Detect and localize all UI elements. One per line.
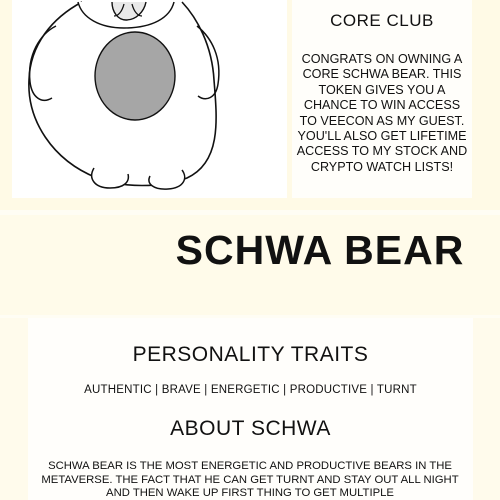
bear-illustration-icon <box>12 0 287 198</box>
bear-belly <box>95 32 175 120</box>
core-club-title: CORE CLUB <box>330 11 434 30</box>
page-title: SCHWA BEAR <box>175 227 465 273</box>
about-heading: ABOUT SCHWA <box>170 417 331 440</box>
personality-traits-heading: PERSONALITY TRAITS <box>132 343 369 366</box>
core-club-description: CONGRATS ON OWNING A CORE SCHWA BEAR. THIS TOKEN GIVES YOU A CHANCE TO WIN ACCESS TO VEECON AS MY GUEST. YOU'LL ALSO GET LIFETIME ACCESS TO MY STOCK AND CRYPTO WATCH LISTS! <box>296 52 468 174</box>
bear-image-panel <box>12 0 287 198</box>
about-description: SCHWA BEAR IS THE MOST ENERGETIC AND PRODUCTIVE BEARS IN THE METAVERSE. THE FACT THAT HE CAN GET TURNT AND STAY OUT ALL NIGHT AND THEN WAKE UP FIRST THING TO GET MULTIPLE <box>41 460 459 500</box>
personality-traits-list: AUTHENTIC | BRAVE | ENERGETIC | PRODUCTIVE | TURNT <box>84 384 417 396</box>
